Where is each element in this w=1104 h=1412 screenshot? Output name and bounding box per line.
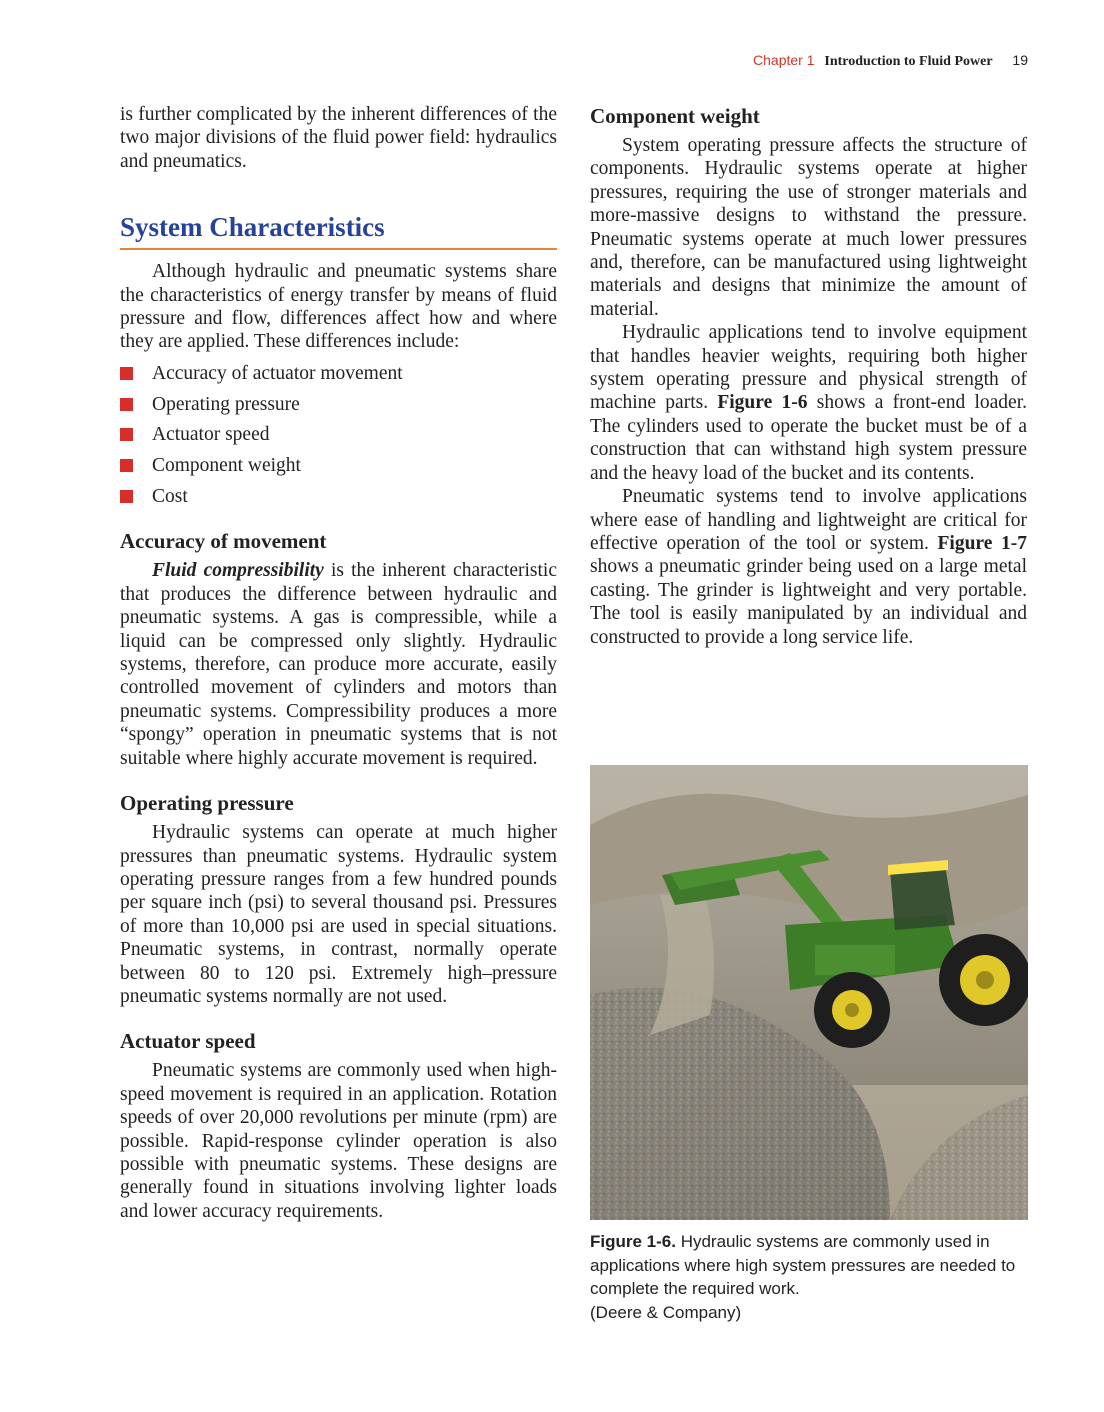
bullet-square-icon xyxy=(120,490,133,503)
page-number: 19 xyxy=(1012,52,1028,68)
pressure-heading: Operating pressure xyxy=(120,791,294,816)
figure-reference: Figure 1-6 xyxy=(717,392,808,414)
figure-caption-text: Hydraulic systems are commonly used in applications where high system pressures are needed to complete the required work. xyxy=(590,1232,1016,1298)
accuracy-heading: Accuracy of movement xyxy=(120,529,327,554)
weight-paragraph-1: System operating pressure affects the structure of components. Hydraulic systems operate at higher pressures, requiring the use of stronger materials and more-massive designs to withstand the pressure. Pneumatic systems operate at much lower pressures and, therefore, can be manufactured using lightweight materials and designs that minimize the amount of material. xyxy=(590,135,1027,320)
speed-heading: Actuator speed xyxy=(120,1029,256,1054)
bullet-square-icon xyxy=(120,398,133,411)
accuracy-paragraph: Fluid compressibility is the inherent characteristic that produces the difference between hydraulic and pneumatic systems. A gas is compressible, while a liquid can be compressed only slightly. Hydraulic systems, therefore, can produce more accurate, easily controlled movement of cylinders and motors than pneumatic systems. Compressibility produces a more “spongy” operation in pneumatic systems that is not suitable where highly accurate movement is required. xyxy=(120,560,557,769)
running-header xyxy=(753,52,1028,70)
right-column xyxy=(590,103,1027,649)
list-item: Accuracy of actuator movement xyxy=(120,362,557,385)
figure-caption xyxy=(590,1230,1028,1324)
list-item: Actuator speed xyxy=(120,423,557,446)
figure-credit: (Deere & Company) xyxy=(590,1302,742,1322)
pressure-paragraph: Hydraulic systems can operate at much higher pressures than pneumatic systems. Hydraulic system operating pressure ranges from a few hundred pounds per square inch (psi) to several thousand psi. Pressures of more than 10,000 psi are used in special situations. Pneumatic systems, in contrast, normally operate between 80 to 120 psi. Extremely high–pressure pneumatic systems normally are not used. xyxy=(120,822,557,1007)
bullet-square-icon xyxy=(120,459,133,472)
figure-reference: Figure 1-7 xyxy=(937,532,1027,554)
figure-label: Figure 1-6. xyxy=(590,1232,676,1251)
weight-heading: Component weight xyxy=(590,104,760,128)
intro-paragraph: is further complicated by the inherent differences of the two major divisions of the fluid power field: hydraulics and pneumatics. xyxy=(120,104,557,172)
loader-photo xyxy=(590,765,1028,1220)
weight-paragraph-2: Hydraulic applications tend to involve equipment that handles heavier weights, requiring both higher system operating pressure and physical strength of machine parts. Figure 1-6 shows a front-end loader. The cylinders used to operate the bucket must be of a construction that can withstand high system pressure and the heavy load of the bucket and its contents. xyxy=(590,322,1027,484)
bullet-square-icon xyxy=(120,367,133,380)
differences-list xyxy=(120,362,557,509)
chapter-label: Chapter 1 xyxy=(753,52,815,68)
section-title: System Characteristics xyxy=(120,210,557,250)
key-term: Fluid compressibility xyxy=(152,560,324,582)
chapter-title: Introduction to Fluid Power xyxy=(824,54,993,69)
list-item: Operating pressure xyxy=(120,393,557,416)
speed-paragraph: Pneumatic systems are commonly used when high-speed movement is required in an application. Rotation speeds of over 20,000 revolutions per minute (rpm) are possible. Rapid-response cylinder operation is also possible with pneumatic systems. These designs are generally found in situations involving lighter loads and lower accuracy requirements. xyxy=(120,1060,557,1222)
bullet-square-icon xyxy=(120,428,133,441)
list-item: Component weight xyxy=(120,454,557,477)
section-paragraph: Although hydraulic and pneumatic systems share the characteristics of energy transfer by means of fluid pressure and flow, differences affect how and where they are applied. These differences include: xyxy=(120,261,557,353)
list-item: Cost xyxy=(120,485,557,508)
weight-paragraph-3: Pneumatic systems tend to involve applications where ease of handling and lightweight are critical for effective operation of the tool or system. Figure 1-7 shows a pneumatic grinder being used on a large metal casting. The grinder is lightweight and very portable. The tool is easily manipulated by an individual and constructed to provide a long service life. xyxy=(590,486,1027,648)
left-column xyxy=(120,103,557,1223)
